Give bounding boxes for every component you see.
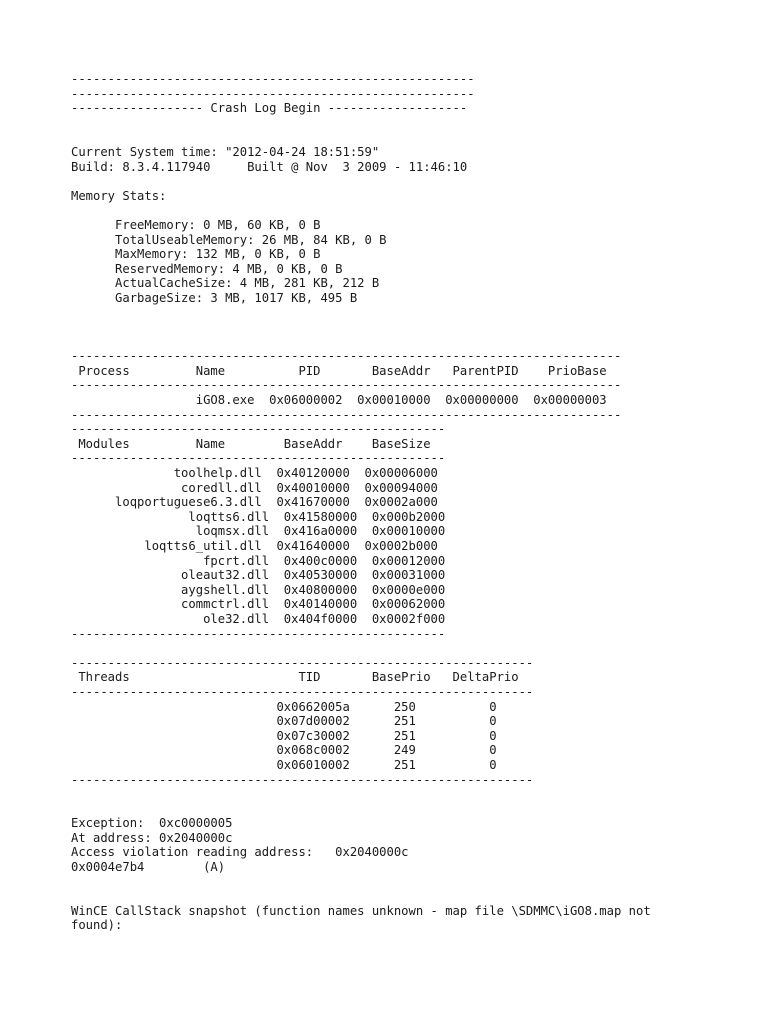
table-row: 0x07c30002 251 0 — [71, 728, 497, 743]
table-row: aygshell.dll 0x40800000 0x0000e000 — [71, 582, 446, 597]
memory-stat-cache: ActualCacheSize: 4 MB, 281 KB, 212 B — [71, 276, 380, 291]
table-separator: --------------------------------------------------- — [71, 626, 446, 641]
separator-line: ------------------------------------------------------- — [71, 86, 475, 101]
table-row: loqtts6_util.dll 0x41640000 0x0002b000 — [71, 539, 438, 553]
table-separator: --------------------------------------------------------------------------- — [71, 378, 622, 393]
memory-stat-free: FreeMemory: 0 MB, 60 KB, 0 B — [71, 217, 321, 232]
table-row: iGO8.exe 0x06000002 0x00010000 0x00000000 0x00000003 — [71, 393, 607, 408]
callstack-section — [71, 904, 751, 933]
table-row: ole32.dll 0x404f0000 0x0002f000 — [71, 611, 446, 626]
memory-stats-title: Memory Stats: — [71, 188, 167, 203]
callstack-title-continued: found): — [71, 918, 123, 933]
memory-stat-reserved: ReservedMemory: 4 MB, 0 KB, 0 B — [71, 261, 343, 276]
process-table — [71, 349, 751, 422]
table-separator: --------------------------------------------------------------------------- — [71, 407, 622, 422]
table-row: 0x0662005a 250 0 — [71, 699, 497, 714]
crash-log-begin-banner: ------------------ Crash Log Begin ------------------- — [71, 101, 468, 116]
table-separator: --------------------------------------------------- — [71, 422, 446, 437]
exception-code-line: Exception: 0xc0000005 — [71, 816, 233, 831]
crash-log-header — [71, 72, 751, 116]
modules-table-header: Modules Name BaseAddr BaseSize — [71, 436, 431, 451]
memory-stat-total-useable: TotalUseableMemory: 26 MB, 84 KB, 0 B — [71, 232, 387, 247]
threads-table-header: Threads TID BasePrio DeltaPrio — [71, 670, 519, 685]
table-row: commctrl.dll 0x40140000 0x00062000 — [71, 597, 446, 612]
memory-stat-garbage: GarbageSize: 3 MB, 1017 KB, 495 B — [71, 290, 358, 305]
table-row: oleaut32.dll 0x40530000 0x00031000 — [71, 568, 446, 583]
table-row: loqmsx.dll 0x416a0000 0x00010000 — [71, 524, 446, 539]
table-separator: --------------------------------------------------- — [71, 451, 446, 466]
table-row: 0x068c0002 249 0 — [71, 743, 497, 758]
callstack-title-line: WinCE CallStack snapshot (function names unknown - map file \SDMMC\iGO8.map not — [71, 903, 651, 918]
crash-log-document — [71, 72, 751, 933]
table-row: loqportuguese6.3.dll 0x41670000 0x0002a000 — [71, 495, 438, 510]
table-row: toolhelp.dll 0x40120000 0x00006000 — [71, 466, 438, 481]
process-table-header: Process Name PID BaseAddr ParentPID PrioBase — [71, 363, 607, 378]
table-separator: --------------------------------------------------------------------------- — [71, 349, 622, 364]
table-separator: --------------------------------------------------------------- — [71, 772, 534, 787]
table-separator: --------------------------------------------------------------- — [71, 684, 534, 699]
exception-address-line: At address: 0x2040000c — [71, 830, 233, 845]
table-separator: --------------------------------------------------------------- — [71, 655, 534, 670]
table-row: 0x06010002 251 0 — [71, 757, 497, 772]
access-violation-line: Access violation reading address: 0x2040000c — [71, 845, 409, 860]
memory-stats-list — [71, 218, 751, 306]
modules-table — [71, 422, 751, 641]
table-row: loqtts6.dll 0x41580000 0x000b2000 — [71, 509, 446, 524]
memory-stat-max: MaxMemory: 132 MB, 0 KB, 0 B — [71, 247, 321, 262]
exception-section — [71, 816, 751, 874]
exception-frame-line: 0x0004e7b4 (A) — [71, 860, 226, 875]
system-time-line: Current System time: "2012-04-24 18:51:59" — [71, 144, 380, 159]
table-row: coredll.dll 0x40010000 0x00094000 — [71, 480, 438, 495]
build-line: Build: 8.3.4.117940 Built @ Nov 3 2009 - 11:46:10 — [71, 159, 468, 174]
separator-line: ------------------------------------------------------- — [71, 72, 475, 86]
threads-table — [71, 656, 751, 787]
table-row: 0x07d00002 251 0 — [71, 714, 497, 729]
table-row: fpcrt.dll 0x400c0000 0x00012000 — [71, 553, 446, 568]
